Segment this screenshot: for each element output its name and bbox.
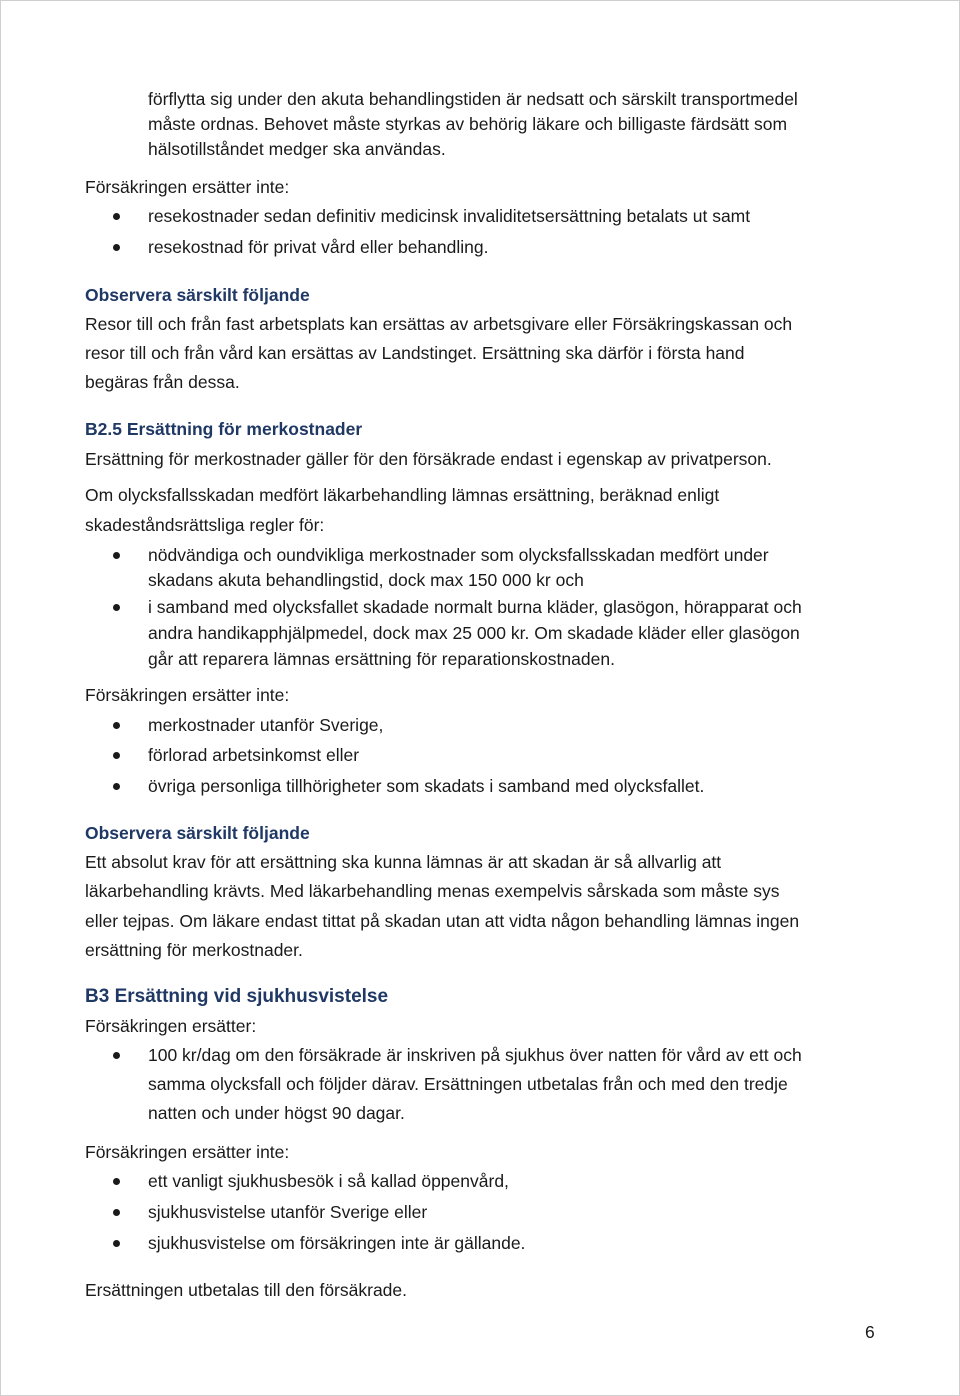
bullet-icon <box>113 783 120 790</box>
note-heading: Observera särskilt följande <box>85 823 310 843</box>
note-heading: Observera särskilt följande <box>85 285 310 305</box>
note-line: begäras från dessa. <box>85 372 240 392</box>
section-heading-b25: B2.5 Ersättning för merkostnader <box>85 419 363 439</box>
bullet-icon <box>113 1209 120 1216</box>
list-item: resekostnad för privat vård eller behandling. <box>148 237 489 257</box>
list-item: förlorad arbetsinkomst eller <box>148 745 360 765</box>
bullet-icon <box>113 1240 120 1247</box>
list-item: merkostnader utanför Sverige, <box>148 715 384 735</box>
note-line: ersättning för merkostnader. <box>85 940 303 960</box>
note-line: Ett absolut krav för att ersättning ska kunna lämnas är att skadan är så allvarlig att <box>85 852 722 872</box>
intro-line: förflytta sig under den akuta behandlingstiden är nedsatt och särskilt transportmedel <box>148 89 798 109</box>
section-line: Ersättning för merkostnader gäller för den försäkrade endast i egenskap av privatperson. <box>85 449 772 469</box>
bullet-icon <box>113 1052 120 1059</box>
section-intro-line: skadeståndsrättsliga regler för: <box>85 515 325 535</box>
bullet-icon <box>113 604 120 611</box>
not-covered-label: Försäkringen ersätter inte: <box>85 1142 290 1162</box>
not-covered-label: Försäkringen ersätter inte: <box>85 685 290 705</box>
section-heading-b3: B3 Ersättning vid sjukhusvistelse <box>85 986 389 1007</box>
list-item: sjukhusvistelse utanför Sverige eller <box>148 1202 428 1222</box>
page-number: 6 <box>865 1322 875 1342</box>
section-intro-line: Om olycksfallsskadan medfört läkarbehandling lämnas ersättning, beräknad enligt <box>85 485 720 505</box>
covered-label: Försäkringen ersätter: <box>85 1016 257 1036</box>
note-line: resor till och från vård kan ersättas av Landstinget. Ersättning ska därför i första hand <box>85 343 745 363</box>
list-item-line: i samband med olycksfallet skadade normalt burna kläder, glasögon, hörapparat och <box>148 597 802 617</box>
bullet-icon <box>113 244 120 251</box>
bullet-icon <box>113 1178 120 1185</box>
list-item: resekostnader sedan definitiv medicinsk invaliditetsersättning betalats ut samt <box>148 206 751 226</box>
list-item-line: natten och under högst 90 dagar. <box>148 1103 405 1123</box>
list-item-line: går att reparera lämnas ersättning för reparationskostnaden. <box>148 649 615 669</box>
list-item: sjukhusvistelse om försäkringen inte är gällande. <box>148 1233 526 1253</box>
intro-line: hälsotillståndet medger ska användas. <box>148 139 446 159</box>
not-covered-label: Försäkringen ersätter inte: <box>85 177 290 197</box>
list-item: ett vanligt sjukhusbesök i så kallad öppenvård, <box>148 1171 509 1191</box>
bullet-icon <box>113 722 120 729</box>
list-item-line: samma olycksfall och följder därav. Ersättningen utbetalas från och med den tredje <box>148 1074 788 1094</box>
list-item-line: 100 kr/dag om den försäkrade är inskriven på sjukhus över natten för vård av ett och <box>148 1045 802 1065</box>
intro-line: måste ordnas. Behovet måste styrkas av behörig läkare och billigaste färdsätt som <box>148 114 788 134</box>
bullet-icon <box>113 213 120 220</box>
note-line: läkarbehandling krävts. Med läkarbehandling menas exempelvis sårskada som måste sys <box>85 881 780 901</box>
closing-line: Ersättningen utbetalas till den försäkrade. <box>85 1280 407 1300</box>
list-item-line: andra handikapphjälpmedel, dock max 25 000 kr. Om skadade kläder eller glasögon <box>148 623 800 643</box>
list-item-line: skadans akuta behandlingstid, dock max 150 000 kr och <box>148 570 584 590</box>
bullet-icon <box>113 552 120 559</box>
list-item-line: nödvändiga och oundvikliga merkostnader som olycksfallsskadan medfört under <box>148 545 769 565</box>
list-item: övriga personliga tillhörigheter som skadats i samband med olycksfallet. <box>148 776 705 796</box>
note-line: eller tejpas. Om läkare endast tittat på skadan utan att vidta någon behandling lämnas ingen <box>85 911 800 931</box>
bullet-icon <box>113 752 120 759</box>
note-line: Resor till och från fast arbetsplats kan ersättas av arbetsgivare eller Försäkringskassan och <box>85 314 793 334</box>
